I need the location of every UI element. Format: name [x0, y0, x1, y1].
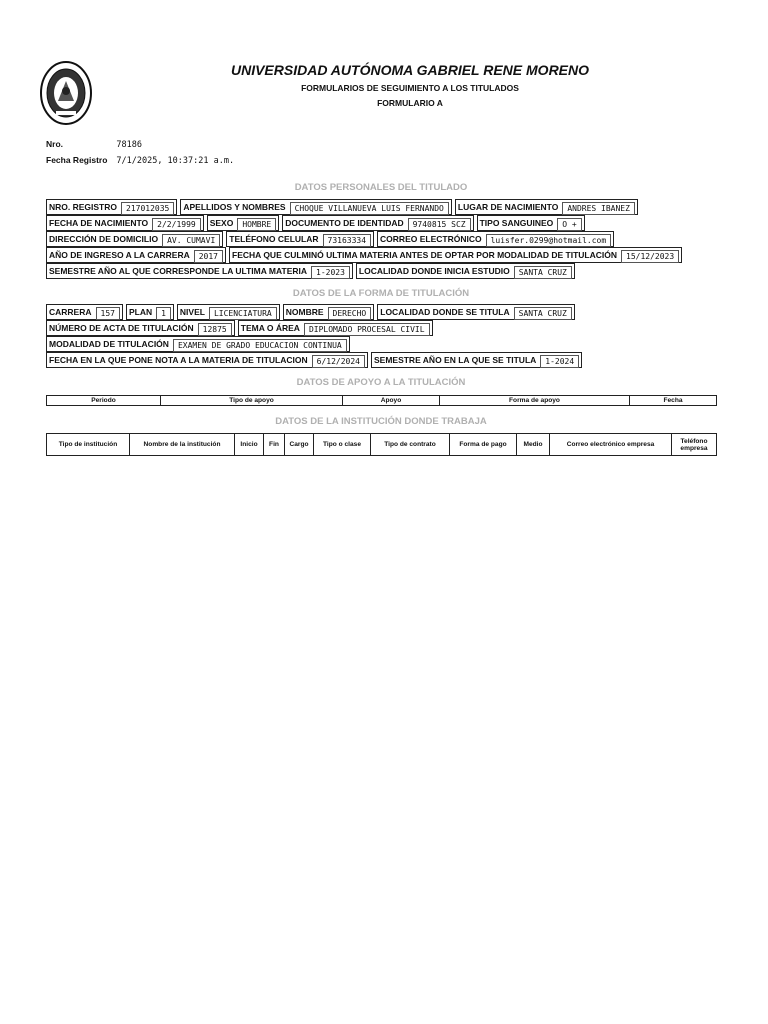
field-value: 15/12/2023	[621, 250, 679, 263]
field-label: TEMA O ÁREA	[240, 323, 300, 333]
university-seal-icon	[40, 61, 92, 125]
titulacion-row-3	[46, 336, 350, 352]
field-nivel	[177, 304, 280, 320]
field-label: AÑO DE INGRESO A LA CARRERA	[49, 250, 190, 260]
field-fecha-nota	[46, 352, 368, 368]
field-value: HOMBRE	[237, 218, 276, 231]
apoyo-table	[46, 395, 717, 406]
field-acta	[46, 320, 235, 336]
titulacion-row-4	[46, 352, 582, 368]
section-apoyo-title: DATOS DE APOYO A LA TITULACIÓN	[296, 377, 466, 388]
field-label: FECHA QUE CULMINÓ ULTIMA MATERIA ANTES DE OPTAR POR MODALIDAD DE TITULACIÓN	[232, 250, 617, 260]
field-value: DERECHO	[328, 307, 372, 320]
field-label: CARRERA	[49, 307, 92, 317]
field-modalidad	[46, 336, 350, 352]
field-label: PLAN	[128, 307, 153, 317]
form-subtitle: FORMULARIOS DE SEGUIMIENTO A LOS TITULADOS	[301, 83, 519, 93]
field-culmino	[229, 247, 682, 263]
table-header-row	[47, 396, 717, 406]
field-label: MODALIDAD DE TITULACIÓN	[49, 339, 169, 349]
field-nombre	[283, 304, 375, 320]
fecha-registro-label: Fecha Registro	[46, 155, 108, 165]
table-header-cell: Tipo de apoyo	[161, 396, 343, 406]
field-value: 2/2/1999	[152, 218, 201, 231]
table-header-cell: Fin	[264, 434, 285, 456]
fecha-registro-row	[46, 155, 234, 166]
field-value: ANDRES IBANEZ	[562, 202, 635, 215]
table-header-cell: Tipo de institución	[47, 434, 130, 456]
field-label: APELLIDOS Y NOMBRES	[183, 202, 286, 212]
field-value: CHOQUE VILLANUEVA LUIS FERNANDO	[290, 202, 449, 215]
field-label: LOCALIDAD DONDE INICIA ESTUDIO	[358, 266, 510, 276]
section-titulacion-title: DATOS DE LA FORMA DE TITULACIÓN	[292, 288, 470, 299]
table-header-cell: Tipo o clase	[314, 434, 371, 456]
field-value: luisfer.0299@hotmail.com	[486, 234, 612, 247]
table-header-cell: Forma de pago	[450, 434, 517, 456]
personal-row-1	[46, 199, 638, 215]
fecha-registro-value: 7/1/2025, 10:37:21 a.m.	[116, 156, 235, 166]
field-label: NÚMERO DE ACTA DE TITULACIÓN	[49, 323, 194, 333]
field-value: LICENCIATURA	[209, 307, 277, 320]
table-header-cell: Forma de apoyo	[440, 396, 630, 406]
field-value: 1-2023	[311, 266, 350, 279]
field-correo	[377, 231, 614, 247]
titulacion-row-2	[46, 320, 433, 336]
field-label: FECHA DE NACIMIENTO	[49, 218, 149, 228]
field-telefono	[226, 231, 374, 247]
field-localidad	[356, 263, 575, 279]
nro-row	[46, 139, 142, 150]
table-header-cell: Apoyo	[343, 396, 440, 406]
field-direccion	[46, 231, 223, 247]
field-semestre	[46, 263, 353, 279]
field-label: TELÉFONO CELULAR	[229, 234, 319, 244]
field-value: 1-2024	[540, 355, 579, 368]
institucion-table	[46, 433, 717, 456]
titulacion-row-1	[46, 304, 575, 320]
table-header-cell: Medio	[517, 434, 550, 456]
field-nro-registro	[46, 199, 177, 215]
table-header-cell: Inicio	[235, 434, 264, 456]
field-carrera	[46, 304, 123, 320]
field-value: EXAMEN DE GRADO EDUCACION CONTINUA	[173, 339, 347, 352]
section-institucion-title: DATOS DE LA INSTITUCIÓN DONDE TRABAJA	[275, 416, 487, 427]
field-lugar-nacimiento	[455, 199, 638, 215]
field-label: DIRECCIÓN DE DOMICILIO	[49, 234, 159, 244]
field-value: 6/12/2024	[312, 355, 365, 368]
field-value: 157	[96, 307, 120, 320]
field-label: NOMBRE	[285, 307, 324, 317]
field-label: NRO. REGISTRO	[49, 202, 118, 212]
form-name: FORMULARIO A	[377, 98, 443, 108]
field-label: CORREO ELECTRÓNICO	[380, 234, 482, 244]
table-header-cell: Periodo	[47, 396, 161, 406]
personal-row-3	[46, 231, 614, 247]
field-apellidos	[180, 199, 452, 215]
table-header-cell: Teléfono empresa	[672, 434, 717, 456]
field-label: SEMESTRE AÑO AL QUE CORRESPONDE LA ULTIMA MATERIA	[49, 266, 307, 276]
nro-label: Nro.	[46, 139, 63, 149]
field-fecha-nacimiento	[46, 215, 204, 231]
table-header-row	[47, 434, 717, 456]
field-label: SEXO	[209, 218, 234, 228]
field-value: 9740815 SCZ	[408, 218, 471, 231]
field-label: TIPO SANGUINEO	[479, 218, 554, 228]
field-localidad-titula	[377, 304, 575, 320]
field-label: FECHA EN LA QUE PONE NOTA A LA MATERIA DE TITULACION	[49, 355, 308, 365]
personal-row-2	[46, 215, 585, 231]
field-value: 12875	[198, 323, 232, 336]
field-label: LOCALIDAD DONDE SE TITULA	[380, 307, 510, 317]
field-tipo-sanguineo	[477, 215, 585, 231]
field-semestre-titula	[371, 352, 582, 368]
personal-row-4	[46, 247, 682, 263]
field-label: LUGAR DE NACIMIENTO	[457, 202, 559, 212]
field-plan	[126, 304, 174, 320]
field-documento	[282, 215, 473, 231]
field-value: 217012035	[121, 202, 174, 215]
table-header-cell: Correo electrónico empresa	[550, 434, 672, 456]
field-label: SEMESTRE AÑO EN LA QUE SE TITULA	[373, 355, 537, 365]
field-value: SANTA CRUZ	[514, 307, 572, 320]
university-title: UNIVERSIDAD AUTÓNOMA GABRIEL RENE MORENO	[230, 62, 590, 78]
field-tema	[238, 320, 433, 336]
nro-value: 78186	[116, 140, 142, 150]
field-value: SANTA CRUZ	[514, 266, 572, 279]
section-personal-title: DATOS PERSONALES DEL TITULADO	[294, 182, 468, 193]
personal-row-5	[46, 263, 575, 279]
field-value: O +	[557, 218, 581, 231]
field-value: DIPLOMADO PROCESAL CIVIL	[304, 323, 430, 336]
field-label: DOCUMENTO DE IDENTIDAD	[285, 218, 404, 228]
table-header-cell: Fecha	[630, 396, 717, 406]
field-value: 1	[156, 307, 171, 320]
field-ingreso	[46, 247, 226, 263]
field-value: 2017	[194, 250, 223, 263]
field-label: NIVEL	[179, 307, 205, 317]
table-header-cell: Tipo de contrato	[371, 434, 450, 456]
field-value: 73163334	[323, 234, 372, 247]
field-value: AV. CUMAVI	[162, 234, 220, 247]
field-sexo	[207, 215, 280, 231]
table-header-cell: Cargo	[285, 434, 314, 456]
table-header-cell: Nombre de la institución	[130, 434, 235, 456]
